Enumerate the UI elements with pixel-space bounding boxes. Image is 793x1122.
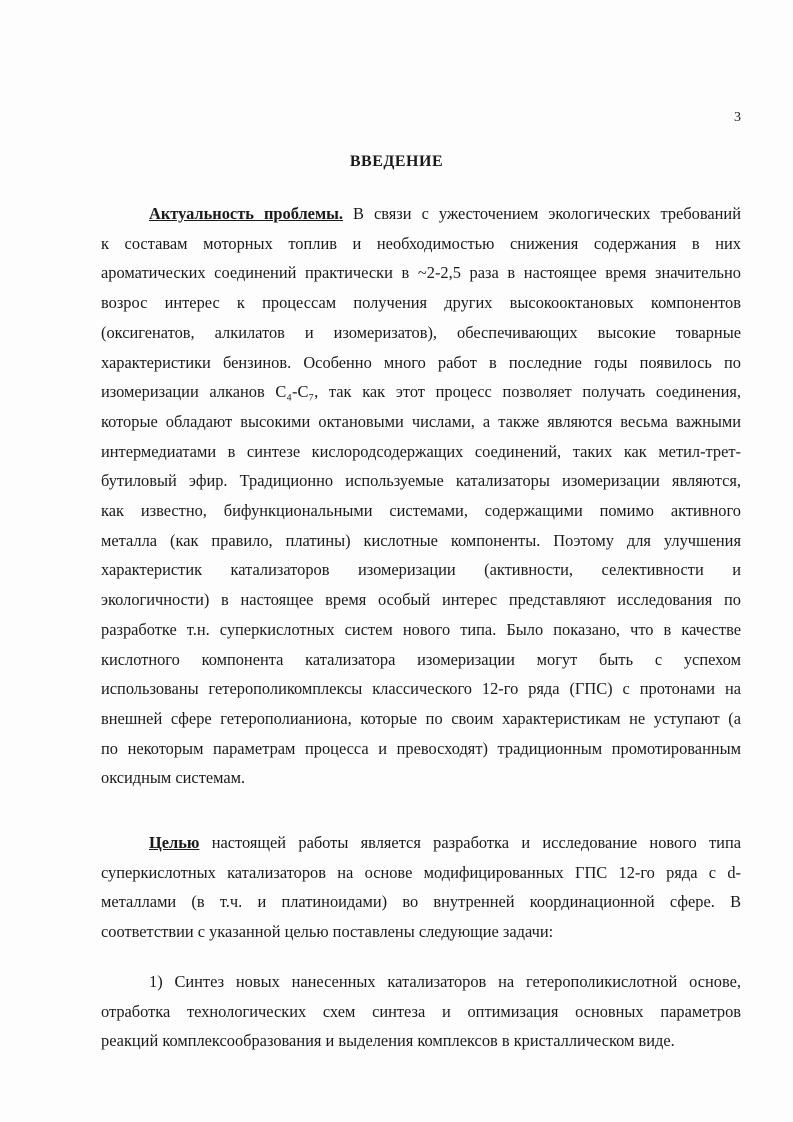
paragraph-line: реакций комплексообразования и выделения комплексов в кристаллическом виде. — [101, 1031, 675, 1051]
paragraph-line: разработке т.н. суперкислотных систем нового типа. Было показано, что в качестве — [101, 619, 741, 639]
paragraph-task-1 — [101, 967, 741, 1056]
paragraph-line: по некоторым параметрам процесса и превосходят) традиционным промотированным — [101, 738, 741, 758]
paragraph-line — [101, 828, 741, 858]
runin-heading: Актуальность проблемы. — [149, 204, 344, 223]
paragraph-line: металла (как правило, платины) кислотные компоненты. Поэтому для улучшения — [101, 530, 741, 550]
paragraph-line: 1) Синтез новых нанесенных катализаторов на гетерополикислотной основе, — [149, 972, 741, 991]
paragraph-line: (оксигенатов, алкилатов и изомеризатов), обеспечивающих высокие товарные — [101, 322, 741, 342]
paragraph-line: металлами (в т.ч. и платиноидами) во внутренней координационной сфере. В — [101, 892, 741, 912]
paragraph-line: отработка технологических схем синтеза и оптимизация основных параметров — [101, 1001, 741, 1021]
line-text: В связи с ужесточением экологических требований — [343, 204, 741, 223]
paragraph-line — [101, 199, 741, 229]
paragraph-line: экологичности) в настоящее время особый интерес представляют исследования по — [101, 590, 741, 610]
paragraph-line: как известно, бифункциональными системами, содержащими помимо активного — [101, 501, 741, 521]
paragraph-line: ароматических соединений практически в ~2-2,5 раза в настоящее время значительно — [101, 263, 741, 283]
paragraph-line: характеристик катализаторов изомеризации (активности, селективности и — [101, 560, 741, 580]
paragraph-line: бутиловый эфир. Традиционно используемые катализаторы изомеризации являются, — [101, 471, 741, 491]
paragraph-line: суперкислотных катализаторов на основе модифицированных ГПС 12-го ряда с d- — [101, 862, 741, 882]
paragraph-line: которые обладают высокими октановыми числами, а также являются весьма важными — [101, 411, 741, 431]
section-heading: ВВЕДЕНИЕ — [349, 153, 444, 170]
paragraph-line: к составам моторных топлив и необходимостью снижения содержания в них — [101, 233, 741, 253]
paragraph-line: возрос интерес к процессам получения других высокооктановых компонентов — [101, 293, 741, 313]
paragraph-line: внешней сфере гетерополианиона, которые по своим характеристикам не уступают (а — [101, 708, 741, 728]
paragraph-line: интермедиатами в синтезе кислородсодержащих соединений, таких как метил-трет- — [101, 441, 741, 461]
runin-heading: Целью — [149, 833, 200, 852]
paragraph-line: оксидным системам. — [101, 768, 246, 788]
paragraph-line: соответствии с указанной целью поставлены следующие задачи: — [101, 922, 554, 942]
line-text: настоящей работы является разработка и исследование нового типа — [199, 833, 741, 852]
paragraph-relevance — [101, 199, 741, 793]
paragraph-line: кислотного компонента катализатора изомеризации могут быть с успехом — [101, 649, 741, 669]
paragraph-line: характеристики бензинов. Особенно много работ в последние годы появилось по — [101, 352, 741, 372]
page-number: 3 — [734, 110, 741, 125]
paragraph-line: изомеризации алканов C₄-C₇, так как этот процесс позволяет получать соединения, — [101, 382, 741, 402]
paragraph-goal — [101, 828, 741, 947]
paragraph-line: использованы гетерополикомплексы классического 12-го ряда (ГПС) с протонами на — [101, 679, 741, 699]
